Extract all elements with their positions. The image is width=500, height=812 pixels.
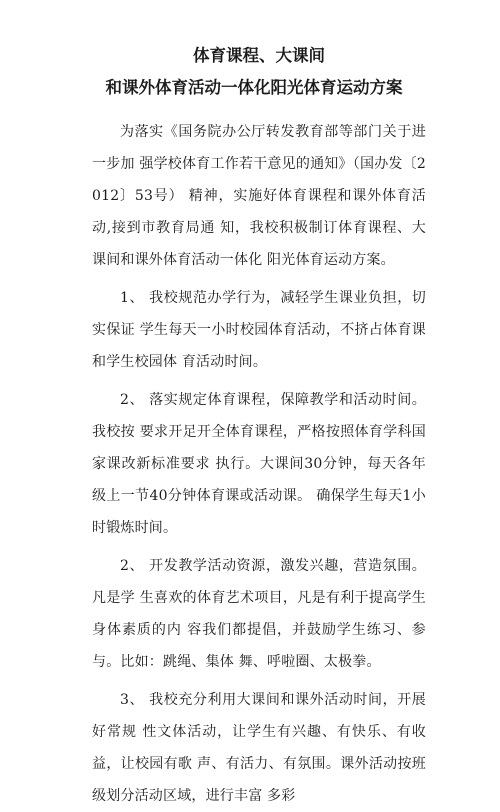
paragraph-intro: 为落实《国务院办公厅转发教育部等部门关于进一步加 强学校体育工作若干意见的通知》（国办发〔2012〕53号） 精神，实施好体育课程和课外体育活动,接到市教育局通 知，我校积极制订体育课程、大课间和课外体育活动一体化 阳光体育运动方案。 — [92, 124, 426, 268]
document-title-line1: 体育课程、大课间 — [193, 46, 325, 65]
document-title-line2: 和课外体育活动一体化阳光体育运动方案 — [105, 78, 403, 97]
paragraph-item-1: 1、 我校规范办学行为，减轻学生课业负担，切实保证 学生每天一小时校园体育活动，不挤占体育课和学生校园体 育活动时间。 — [92, 290, 426, 370]
paragraph-item-2a: 2、 落实规定体育课程，保障教学和活动时间。我校按 要求开足开全体育课程，严格按照体育学科国家课改新标准要求 执行。大课间30分钟，每天各年级上一节40分钟体育课或活动课。 确保学生每天1小时锻炼时间。 — [92, 392, 426, 536]
document-body — [92, 116, 426, 812]
paragraph-item-3: 3、 我校充分利用大课间和课外活动时间，开展好常规 性文体活动，让学生有兴趣、有快乐、有收益，让校园有歌 声、有活力、有氛围。课外活动按班级划分活动区域，进行丰富 多彩 — [92, 692, 426, 804]
paragraph-item-2b: 2、 开发教学活动资源，激发兴趣，营造氛围。凡是学 生喜欢的体育艺术项目，凡是有利于提高学生身体素质的内 容我们都提倡，并鼓励学生练习、参与。比如：跳绳、集体 舞、呼啦圈、太极拳。 — [92, 558, 426, 670]
